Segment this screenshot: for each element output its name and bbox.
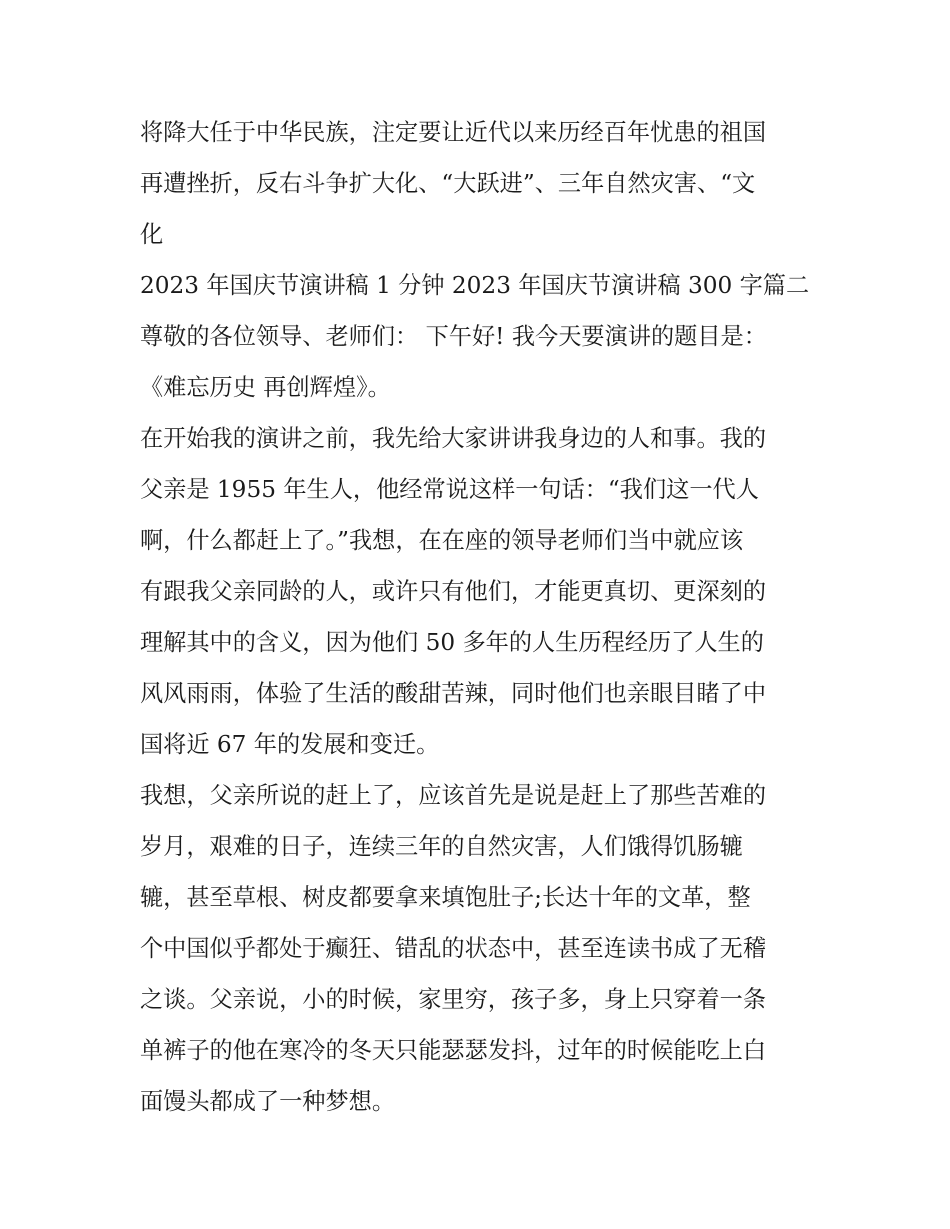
text-line: 尊敬的各位领导、老师们： 下午好! 我今天要演讲的题目是：	[140, 323, 767, 350]
text-line: 父亲是 1955 年生人，他经常说这样一句话：“我们这一代人	[140, 476, 759, 503]
text-line: 个中国似乎都处于癫狂、错乱的状态中，甚至连读书成了无稽	[140, 935, 767, 962]
paragraph-2	[140, 260, 812, 413]
text-line: 岁月，艰难的日子，连续三年的自然灾害，人们饿得饥肠辘	[140, 833, 743, 860]
text-line: 再遭挫折，反右斗争扩大化、“大跃进”、三年自然灾害、“文	[140, 170, 756, 197]
text-line: 国将近 67 年的发展和变迁。	[140, 731, 440, 758]
text-line: 之谈。父亲说，小的时候，家里穷，孩子多，身上只穿着一条	[140, 986, 767, 1013]
paragraph-4	[140, 770, 812, 1127]
text-line: 我想，父亲所说的赶上了，应该首先是说是赶上了那些苦难的	[140, 782, 767, 809]
text-line: 单裤子的他在寒冷的冬天只能瑟瑟发抖，过年的时候能吃上白	[140, 1037, 767, 1064]
paragraph-3	[140, 413, 812, 770]
text-line: 2023 年国庆节演讲稿 1 分钟 2023 年国庆节演讲稿 300 字篇二	[140, 272, 810, 299]
text-line: 面馒头都成了一种梦想。	[140, 1088, 396, 1115]
paragraph-1	[140, 107, 812, 260]
text-line: 有跟我父亲同龄的人，或许只有他们，才能更真切、更深刻的	[140, 578, 767, 605]
text-line: 在开始我的演讲之前，我先给大家讲讲我身边的人和事。我的	[140, 425, 767, 452]
text-line: 风风雨雨，体验了生活的酸甜苦辣，同时他们也亲眼目睹了中	[140, 680, 767, 707]
text-line: 《难忘历史 再创辉煌》。	[140, 374, 391, 401]
text-line: 化	[140, 221, 164, 248]
text-line: 啊，什么都赶上了。”我想，在在座的领导老师们当中就应该	[140, 527, 744, 554]
text-line: 将降大任于中华民族，注定要让近代以来历经百年忧患的祖国	[140, 119, 767, 146]
text-line: 理解其中的含义，因为他们 50 多年的人生历程经历了人生的	[140, 629, 764, 656]
text-line: 辘，甚至草根、树皮都要拿来填饱肚子;长达十年的文革，整	[140, 884, 751, 911]
document-body	[140, 107, 812, 1127]
